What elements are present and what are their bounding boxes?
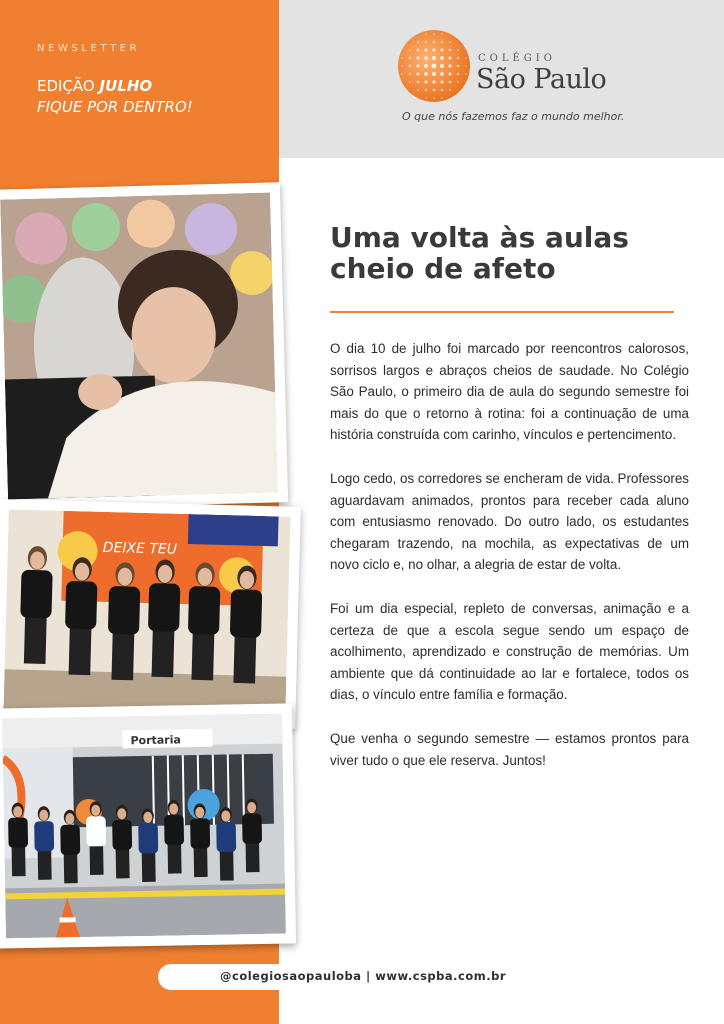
banner-text: DEIXE TEU (102, 539, 178, 558)
photo-hug (0, 182, 288, 509)
paragraph-4: Que venha o segundo semestre — estamos prontos para viver tudo o que ele reserva. Juntos! (330, 730, 689, 768)
paragraph-3: Foi um dia especial, repleto de conversas, animação e a certeza de que a escola segue sendo um espaço de acolhimento, aprendizado e construção de memórias. Um ambiente que dá continuidade ao lar e fortalece, todos os dias, o vínculo entre família e formação. (330, 600, 689, 703)
photo-teachers (0, 499, 301, 729)
newsletter-label: NEWSLETTER (37, 43, 141, 54)
edition-tagline: FIQUE POR DENTRO! (37, 98, 193, 116)
photo-group (0, 703, 296, 948)
logo-motto: O que nós fazemos faz o mundo melhor. (402, 110, 625, 123)
article-title (330, 222, 690, 284)
title-line-1: Uma volta às aulas (330, 221, 629, 254)
paragraph-1: O dia 10 de julho foi marcado por reencontros calorosos, sorrisos largos e abraços cheios de saudade. No Colégio São Paulo, o primeiro dia de aula do segundo semestre foi mais do que o retorno à rotina: foi a continuação de uma história construída com carinho, vínculos e pertencimento. (330, 341, 689, 443)
footer-contact: @colegiosaopauloba | www.cspba.com.br (220, 969, 506, 983)
paragraph-2: Logo cedo, os corredores se encheram de vida. Professores aguardavam animados, prontos para receber cada aluno com entusiasmo renovado. Do outro lado, os estudantes chegaram trazendo, na mochila, as expectativas de um novo ciclo e, no olhar, a alegria de estar de volta. (330, 470, 689, 573)
logo-prefix: COLÉGIO (478, 53, 556, 64)
edition-month: JULHO (99, 77, 153, 95)
edition-line (37, 76, 152, 97)
logo-name: São Paulo (476, 64, 607, 95)
title-line-2: cheio de afeto (330, 252, 556, 285)
article-body (330, 338, 689, 793)
edition-prefix: EDIÇÃO (37, 77, 100, 95)
globe-icon (396, 28, 472, 104)
title-divider (330, 311, 674, 313)
portaria-sign: Portaria (130, 733, 181, 748)
